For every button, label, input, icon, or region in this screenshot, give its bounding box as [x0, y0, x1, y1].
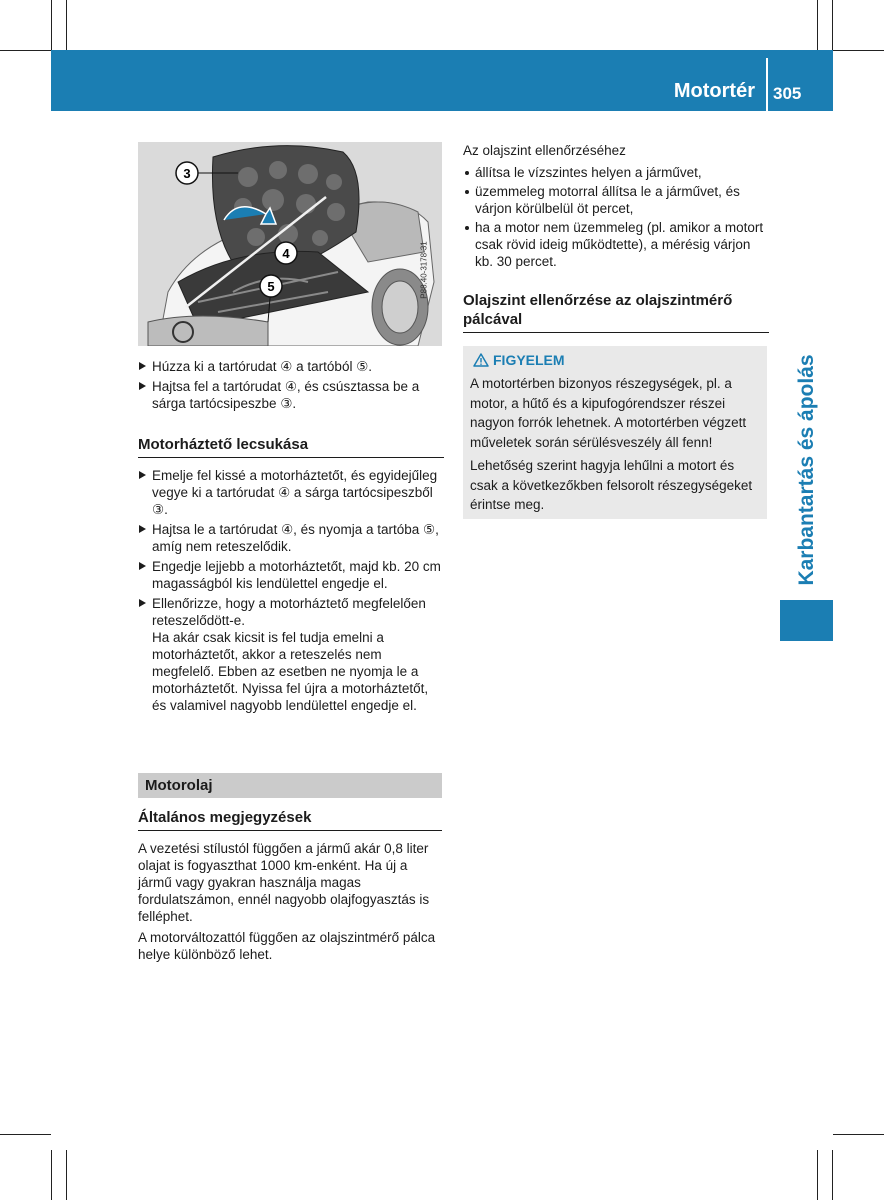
crop-mark	[817, 0, 818, 50]
instruction-step: Emelje fel kissé a motorháztetőt, és egyidejűleg vegye ki a tartórudat ④ a sárga tartócsipeszből ③.	[138, 467, 444, 518]
instruction-step: Húzza ki a tartórudat ④ a tartóból ⑤.	[138, 358, 444, 375]
hood-close-heading: Motorháztető lecsukása	[138, 435, 444, 458]
chapter-title: Motortér	[673, 80, 755, 102]
page-number: 305	[773, 84, 802, 103]
instruction-step: Hajtsa le a tartórudat ④, és nyomja a tartóba ⑤, amíg nem reteszelődik.	[138, 521, 444, 555]
warning-paragraph: A motortérben bizonyos részegységek, pl. a motor, a hűtő és a kipufogórendszer részei nagyon forrók lehetnek. A motortérben végzett műveletek során sérülésveszély áll fenn!	[470, 376, 747, 450]
general-notes	[138, 808, 442, 963]
figure-code: P88.40-3178-31	[419, 241, 429, 299]
instruction-step: Ellenőrizze, hogy a motorháztető megfelelően reteszelődött-e.	[138, 595, 444, 629]
callout-5	[260, 275, 282, 297]
left-column	[138, 358, 444, 714]
warning-box	[463, 346, 767, 519]
crop-mark	[817, 1150, 818, 1200]
crop-mark	[66, 0, 67, 50]
crop-mark	[832, 1150, 833, 1200]
engine-hood-figure	[138, 142, 442, 346]
oil-check-bullet: üzemmeleg motorral állítsa le a járművet, és várjon körülbelül öt percet,	[463, 183, 769, 217]
crop-mark	[0, 1134, 51, 1135]
instruction-step: Engedje lejjebb a motorháztetőt, majd kb. 20 cm magasságból kis lendülettel engedje el.	[138, 558, 444, 592]
oil-check-bullet: ha a motor nem üzemmeleg (pl. amikor a motort csak rövid ideig működtette), a mérésig várjon kb. 30 percet.	[463, 219, 769, 270]
oil-check-intro: Az olajszint ellenőrzéséhez	[463, 143, 626, 158]
side-tab-label: Karbantartás és ápolás	[795, 354, 818, 586]
crop-mark	[51, 0, 52, 50]
header-divider	[766, 58, 768, 111]
instruction-step: Hajtsa fel a tartórudat ④, és csúsztassa be a sárga tartócsipeszbe ③.	[138, 378, 444, 412]
crop-mark	[833, 1134, 884, 1135]
section-title: Motorolaj	[145, 777, 213, 794]
svg-text:5: 5	[267, 279, 275, 294]
callout-3	[176, 162, 198, 184]
oil-check-bullet: állítsa le vízszintes helyen a járművet,	[463, 164, 769, 181]
side-tab-marker	[780, 600, 833, 641]
warning-paragraph: Lehetőség szerint hagyja lehűlni a motort és csak a következőkben felsorolt részegységeket érintse meg.	[470, 458, 753, 512]
svg-text:3: 3	[183, 166, 191, 181]
crop-mark	[0, 50, 51, 51]
warning-triangle-icon	[473, 353, 489, 367]
dipstick-heading: Olajszint ellenőrzése az olajszintmérő pálcával	[463, 291, 769, 333]
right-column	[463, 142, 769, 333]
section-bar-motor-oil	[138, 773, 442, 798]
svg-text:4: 4	[282, 246, 290, 261]
warning-label: FIGYELEM	[493, 352, 565, 368]
warning-text	[470, 374, 762, 519]
crop-mark	[51, 1150, 52, 1200]
warning-header	[473, 352, 565, 368]
crop-mark	[832, 0, 833, 50]
general-notes-heading: Általános megjegyzések	[138, 808, 442, 831]
general-notes-paragraph: A motorváltozattól függően az olajszintmérő pálca helye különböző lehet.	[138, 930, 436, 962]
callout-4	[275, 242, 297, 264]
car-hood-illustration	[138, 142, 442, 346]
general-notes-paragraph: A vezetési stílustól függően a jármű akár 0,8 liter olajat is fogyaszthat 1000 km-enként. Ha új a jármű vagy gyakran használja magas fordulatszámon, ennél nagyobb olajfogyasztás is felléphet.	[138, 841, 430, 924]
crop-mark	[66, 1150, 67, 1200]
crop-mark	[833, 50, 884, 51]
hood-close-note: Ha akár csak kicsit is fel tudja emelni a motorháztetőt, akkor a reteszelés nem megfelelő. Ebben az esetben ne nyomja le a motorháztetőt. Nyissa fel újra a motorháztetőt, és valamivel nagyobb lendülettel engedje el.	[152, 630, 429, 713]
